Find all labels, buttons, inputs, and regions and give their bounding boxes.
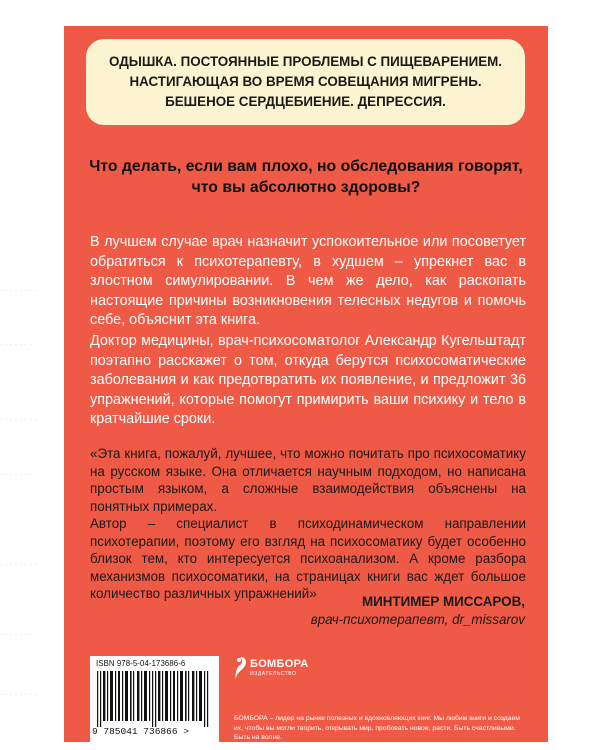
description-paragraph-1: В лучшем случае врач назначит успокоительное или посоветует обратиться к психотерапевту, в худшем – упрекнет вас в злостном симулировании. В чем же дело, как раскопать настоящие причины возникновения телесных недугов и помочь себе, объяснит эта книга. [90, 234, 526, 328]
barcode-box [90, 656, 219, 742]
description-paragraph-2: Доктор медицины, врач-психосоматолог Александр Кугельштадт поэтапно расскажет о том, откуда берутся психосоматические заболевания и как предотвратить их появление, и предложит 36 упражнений, которые помогут примирить ваши психику и тело в кратчайшие сроки. [90, 333, 526, 427]
author-name: МИНТИМЕР МИССАРОВ, [361, 594, 525, 609]
review-author [311, 593, 525, 629]
tagline-line: НАСТИГАЮЩАЯ ВО ВРЕМЯ СОВЕЩАНИЯ МИГРЕНЬ. [129, 74, 482, 89]
isbn-number: ISBN 978-5-04-173686-6 [96, 659, 186, 668]
review-quote-part-1: «Эта книга, пожалуй, лучшее, что можно почитать про психосоматику на русском языке. Она отличается научным подходом, но написана простым языком, а сложные взаимодействия объяснены на понятных примерах. [90, 446, 526, 514]
publisher-logo [234, 656, 314, 700]
barcode-icon [97, 671, 212, 727]
tagline-line: ОДЫШКА. ПОСТОЯННЫЕ ПРОБЛЕМЫ С ПИЩЕВАРЕНИЕМ. [108, 54, 503, 69]
barcode-digits: 9 785041 736866 > [92, 726, 189, 737]
tagline-box [86, 39, 525, 125]
show-through-margin: · · · · · · · · · · · · · · · · · · · · · · · · · · · · · · · · · · · · · · · · · · · · · · · · · · · · · [0, 286, 37, 699]
tagline-line: БЕШЕНОЕ СЕРДЦЕБИЕНИЕ. ДЕПРЕССИЯ. [165, 94, 446, 109]
back-cover [64, 26, 548, 742]
author-role: врач-психотерапевт, dr_missarov [310, 612, 525, 627]
headline-question: Что делать, если вам плохо, но обследования говорят, что вы абсолютно здоровы? [89, 158, 523, 196]
publisher-subtitle: ИЗДАТЕЛЬСТВО [250, 671, 297, 677]
bombora-wave-icon [234, 656, 248, 682]
review-quote [90, 445, 526, 603]
review-quote-part-2: Автор – специалист в психодинамическом направлении психотерапии, поэтому его взгляд на психосоматику будет особенно близок тем, кто интересуется психоанализом. А кроме разбора механизмов психосоматики, на страницах книги вас ждет большое количество различных упражнений» [90, 516, 526, 601]
publisher-description: БОМБОРА – лидер на рынке полезных и вдохновляющих книг. Мы любим книги и создаем их, чтобы вы могли творить, открывать мир, пробовать новое, расти. Быть счастливыми. Быть на волне. [234, 715, 520, 741]
publisher-name: БОМБОРА [250, 658, 309, 670]
